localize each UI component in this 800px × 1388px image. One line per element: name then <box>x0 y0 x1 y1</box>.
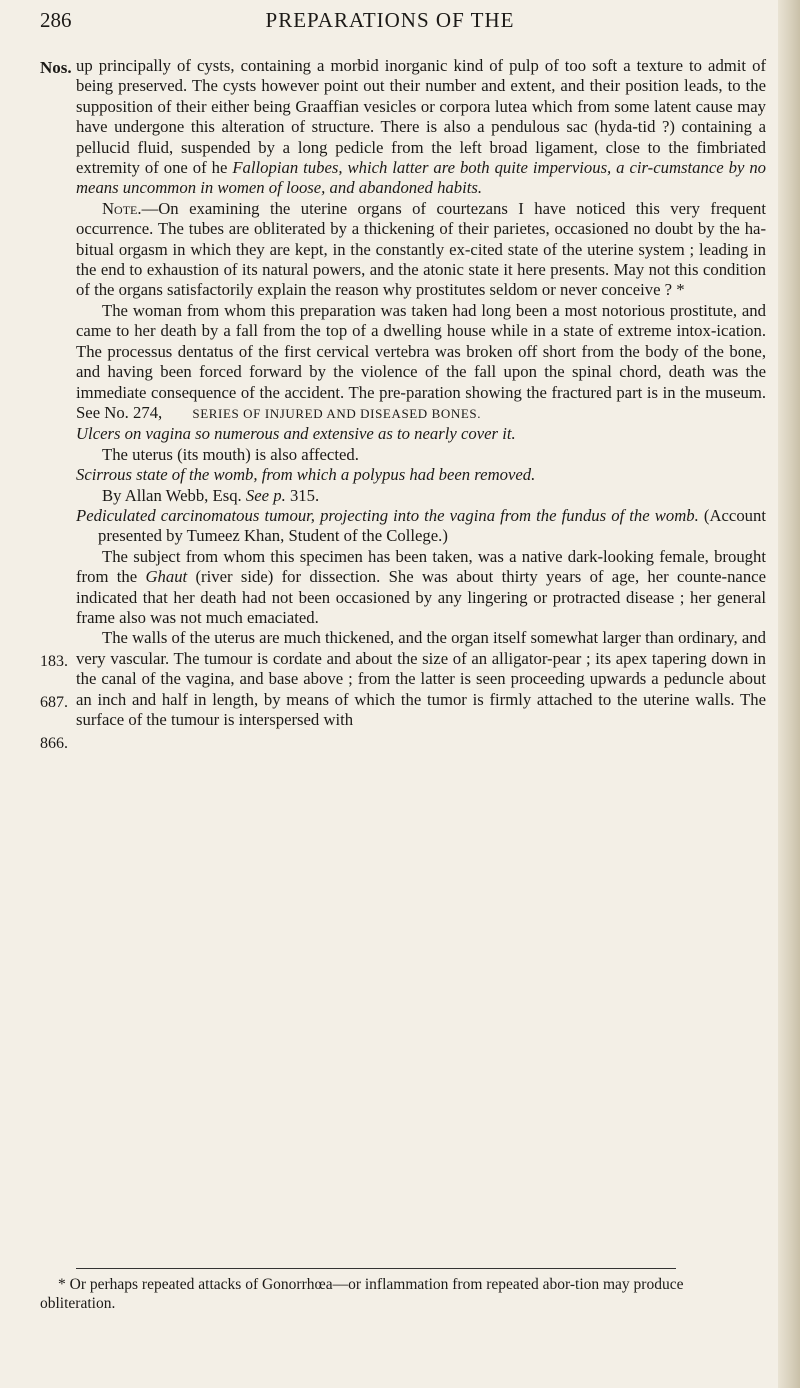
entry866-source: (Account presented by Tumeez Khan, Student of the College.) <box>98 505 766 546</box>
footnote-rule <box>76 1268 676 1269</box>
entry183-text: The uterus (its mouth) is also affected. <box>102 444 359 464</box>
margin-number-183: 183. <box>40 653 68 670</box>
page-number: 286 <box>40 8 72 32</box>
para2-text: The woman from whom this preparation was taken had long been a most notorious prostitute, and came to her death by a fall from the top of a dwelling house while in a state of extreme intox-ication. The processus dentatus of the first cervical vertebra was broken off short from the body of the bone, and having been forced forward by the violence of the fall upon the spinal chord, death was the immediate consequence of the accident. The pre-paration showing the fractured part is in the museum. See No. 274, <box>76 300 766 422</box>
margin-number-866: 866. <box>40 735 68 752</box>
paragraph-4 <box>76 628 766 730</box>
footnote: * Or perhaps repeated attacks of Gonorrhœa—or inflammation from repeated abor-tion may produce obliteration. <box>40 1276 684 1312</box>
margin-number-687: 687. <box>40 694 68 711</box>
para3-text-b: (river side) for dissection. She was about thirty years of age, her counte-nance indicated that her death had not been occasioned by any lingering or protracted disease ; her general frame also was not much emaciated. <box>76 567 766 627</box>
entry866-title: Pediculated carcinomatous tumour, projecting into the vagina from the fundus of the womb. <box>76 505 699 525</box>
paragraph-3 <box>76 547 766 629</box>
entry-687 <box>76 465 766 485</box>
note-text: —On examining the uterine organs of courtezans I have noticed this very frequent occurrence. The tubes are obliterated by a thickening of their parietes, occasioned no doubt by the ha-bitual orgasm in which they are kept, in the constantly ex-cited state of the uterine system ; leading in the end to exhaustion of its natural powers, and the atonic state it here presents. May not this condition of the organs satisfactorily explain the reason why prostitutes seldom or never conceive ? * <box>76 198 766 300</box>
entry687-text: By Allan Webb, Esq. <box>102 485 242 505</box>
entry-866 <box>76 506 766 547</box>
running-title: PREPARATIONS OF THE <box>265 8 515 32</box>
entry-183 <box>76 424 766 444</box>
entry183-title: Ulcers on vagina so numerous and extensive as to nearly cover it. <box>76 424 516 444</box>
paragraph-1 <box>76 56 766 199</box>
note-paragraph <box>76 199 766 301</box>
entry687-page: 315. <box>289 485 320 505</box>
body-text <box>76 56 766 730</box>
entry-183-desc <box>76 445 766 465</box>
margin-heading: Nos. <box>40 58 72 77</box>
entry-687-desc <box>76 486 766 506</box>
page-edge <box>778 0 800 1388</box>
page-header <box>0 8 780 48</box>
para1-italic: Fallopian tubes, which latter are both quite impervious, a cir-cumstance by no means uncommon in women of loose, and abandoned habits. <box>76 158 767 198</box>
entry687-see: See p. <box>245 485 286 505</box>
entry687-title: Scirrous state of the womb, from which a polypus had been removed. <box>76 465 536 485</box>
para4-text: The walls of the uterus are much thickened, and the organ itself somewhat larger than ordinary, and very vascular. The tumour is cordate and about the size of an alligator-pear ; its apex tapering down in the canal of the vagina, and base above ; from the latter is seen proceeding upwards a peduncle about an inch and half in length, by means of which the tumor is firmly attached to the uterine walls. The surface of the tumour is interspersed with <box>76 628 766 729</box>
note-label: Note. <box>102 198 142 218</box>
para3-ghaut: Ghaut <box>145 567 188 587</box>
para1-text: up principally of cysts, containing a morbid inorganic kind of pulp of too soft a texture to admit of being preserved. The cysts however point out their number and extent, and their position leads, to the supposition of their either being Graaffian vesicles or corpora lutea which from some latent cause may have undergone this alteration of structure. There is also a pendulous sac (hyda-tid ?) containing a pellucid fluid, suspended by a long pedicle from the left broad ligament, close to the fimbriated extremity of one of he <box>76 56 766 178</box>
para3-text-a: The subject from whom this specimen has been taken, was a native dark-looking female, brought from the <box>76 546 766 587</box>
paragraph-2 <box>76 301 766 424</box>
series-reference: SERIES OF INJURED AND DISEASED BONES. <box>192 405 482 421</box>
